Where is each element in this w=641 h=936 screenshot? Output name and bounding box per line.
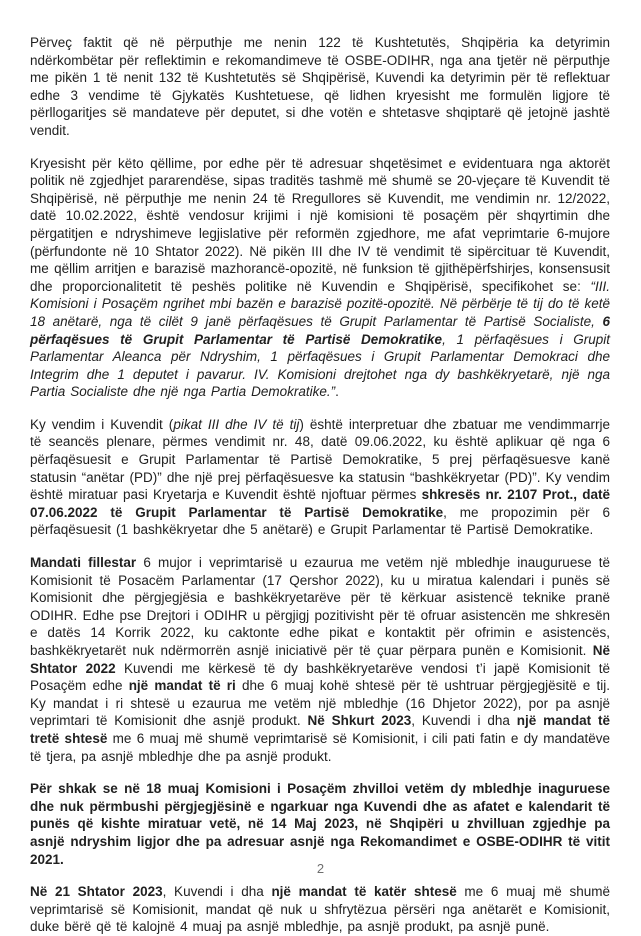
paragraph-18-months-no-result: Për shkak se në 18 muaj Komisioni i Posaçëm zhvilloi vetëm dy mbledhje inaguruese dhe nuk përmbushi përgjegjësinë e ngarkuar nga Kuvendi dhe as afatet e kalendarit të punës që kishte miratuar vetë, në 14 Maj 2023, në Shqipëri u zhvilluan zgjedhje pa asnjë ndryshim ligjor dhe pa adresuar asnjë nga Rekomandimet e OSBE-ODIHR të vitit 2021. [30, 781, 610, 867]
paragraph-fourth-mandate: Në 21 Shtator 2023, Kuvendi i dha një mandat të katër shtesë me 6 muaj më shumë veprimtarisë së Komisionit, mandat që nuk u shfrytëzua përsëri nga anëtarët e Komisionit, duke bërë që të kalojnë 4 muaj pa asnjë mbledhje, pa asnjë produkt, pa asnjë punë. [30, 884, 610, 935]
paragraph-decision-48-interpretation: Ky vendim i Kuvendit (pikat III dhe IV të tij) është interpretuar dhe zbatuar me vendimmarrje të seancës plenare, përmes vendimit nr. 48, datë 09.06.2022, ku është aplikuar që nga 6 përfaqësuesit e Grupit Parlamentar të Partisë Demokratike, 5 prej përfaqësuesve kanë statusin “anëtar (PD)” dhe një prej përfaqësuesve ka statusin “bashkëkryetar (PD)”. Ky vendim është miratuar pasi Kryetarja e Kuvendit është njoftuar përmes shkresës nr. 2107 Prot., datë 07.06.2022 të Grupit Parlamentar të Partisë Demokratike, me propozimin për 6 përfaqësuesit (1 bashkëkryetar dhe 5 anëtarë) e Grupit Parlamentar të Partisë Demokratike. [30, 416, 611, 538]
document-body [30, 34, 610, 936]
paragraph-commission-creation: Kryesisht për këto qëllime, por edhe për të adresuar shqetësimet e evidentuara nga aktorët politik në zgjedhjet pararendëse, sipas traditës tashmë më shumë se 20-vjeçare të Kuvendit të Shqipërisë, në përputhje me nenin 24 të Rregullores së Kuvendit, me vendimin nr. 12/2022, datë 10.02.2022, është vendosur krijimi i një komisioni të posaçëm për shqyrtimin dhe përgatitjen e ndryshimeve legjislative për reformën zgjedhore, me afat veprimtarie 6-mujore (përfundonte në 10 Shtator 2022). Në pikën III dhe IV të vendimit të sipërcituar të Kuvendit, me qëllim arritjen e barazisë mazhorancë-opozitë, në funksion të gjithëpërfshirjes, konsensusit dhe proporcionalitetit të peshës politike në Kuvendin e Shqipërisë, specifikohet se: “III. Komisioni i Posaçëm ngrihet mbi bazën e barazisë pozitë-opozitë. Në përbërje të tij do të ketë 18 anëtarë, nga të cilët 9 janë përfaqësues të Grupit Parlamentar të Partisë Socialiste, 6 përfaqësues të Grupit Parlamentar të Partisë Demokratike, 1 përfaqësues i Grupit Parlamentar Aleanca për Ndryshim, 1 përfaqësues i Grupit Parlamentar Demokraci dhe Integrim dhe 1 deputet i pavarur. IV. Komisioni drejtohet nga dy bashkëkryetarë, një nga Partia Socialiste dhe një nga Partia Demokratike.”. [30, 155, 610, 400]
paragraph-constitution-obligations: Përveç faktit që në përputhje me nenin 122 të Kushtetutës, Shqipëria ka detyrimin ndërkombëtar për reflektimin e rekomandimeve të OSBE-ODIHR, nga ana tjetër në përputhje me pikën 1 të nenit 132 të Kushtetutës së Shqipërisë, Kuvendi ka detyrimin për të reflektuar edhe 3 vendime të Gjykatës Kushtetuese, që lidhen kryesisht me formulën ligjore të përllogaritjes së mandateve për deputet, si dhe votën e shtetasve shqiptarë që jetojnë jashtë vendit. [30, 35, 610, 138]
page-number: 2 [316, 861, 325, 876]
paragraph-initial-mandate: Mandati fillestar 6 mujor i veprimtarisë u ezaurua me vetëm një mbledhje inauguruese të Komisionit të Posacëm Parlamentar (17 Qershor 2022), ku u miratua kalendari i punës së Komisionit dhe përgjegjësia e bashkëkryetarëve për të kërkuar asistencë teknike pranë ODIHR. Edhe pse Drejtori i ODIHR u përgjigj pozitivisht për të ofruar asistencën me shkresën e datës 14 Korrik 2022, ku caktonte edhe pikat e kontaktit për ofrimin e asistencës, bashkëkryetarët nuk ndërmorrën asnjë iniciativë për të çuar përpara punën e Komisionit. Në Shtator 2022 Kuvendi me kërkesë të dy bashkëkryetarëve vendosi t’i japë Komisionit të Posaçëm edhe një mandat të ri dhe 6 muaj kohë shtesë për të ushtruar përgjegjësitë e tij. Ky mandat i ri shtesë u ezaurua me vetëm një mbledhje (16 Dhjetor 2022), por pa asnjë veprimtari të Komisionit dhe asnjë produkt. Në Shkurt 2023, Kuvendi i dha një mandat të tretë shtesë me 6 muaj më shumë veprimtarisë së Komisionit, i cili pati fatin e dy mandatëve të tjera, pa asnjë mbledhje dhe pa asnjë produkt. [30, 555, 610, 764]
